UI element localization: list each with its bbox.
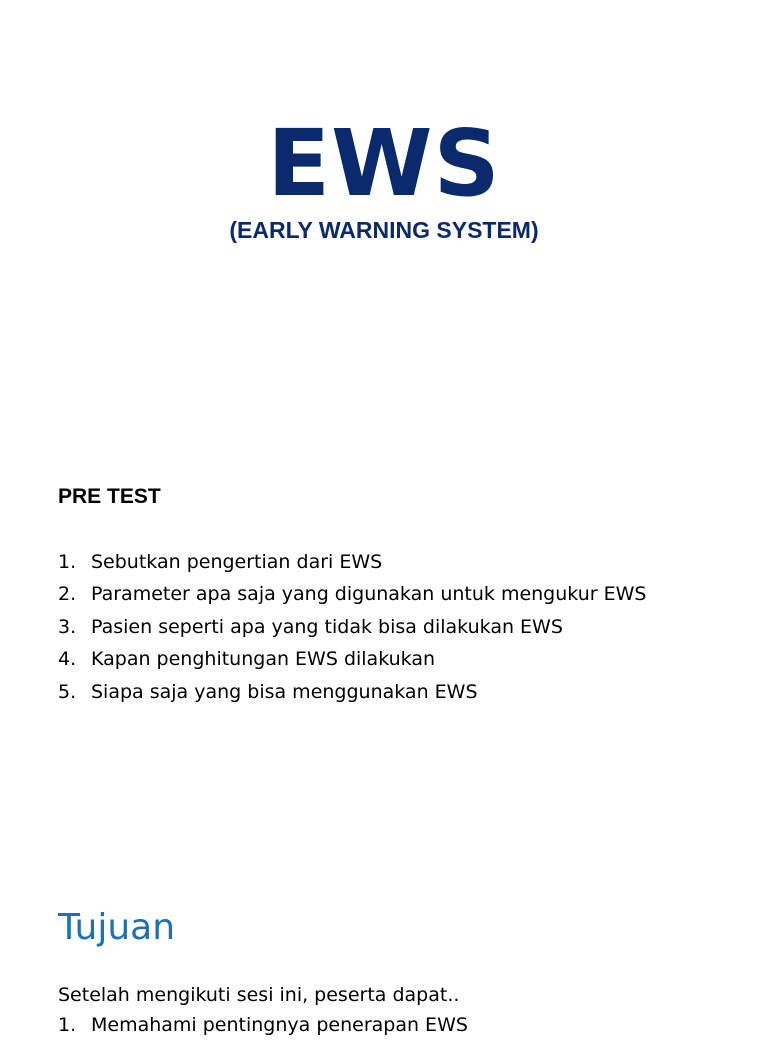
subtitle: (EARLY WARNING SYSTEM): [229, 217, 539, 243]
list-item: [58, 546, 646, 578]
list-item: [58, 1010, 468, 1040]
list-item-text: Sebutkan pengertian dari EWS: [91, 551, 383, 573]
pre-test-heading: PRE TEST: [58, 485, 161, 508]
list-item-number: 5.: [58, 680, 77, 703]
list-item-text: Memahami pentingnya penerapan EWS: [91, 1014, 468, 1036]
list-item-text: Pasien seperti apa yang tidak bisa dilakukan EWS: [91, 615, 563, 638]
list-item-text: Parameter apa saja yang digunakan untuk mengukur EWS: [91, 583, 647, 606]
title-slide: [0, 110, 768, 244]
tujuan-heading: Tujuan: [58, 907, 176, 948]
list-item-number: 1.: [58, 1014, 77, 1036]
list-item-text: Kapan penghitungan EWS dilakukan: [91, 648, 436, 671]
list-item-number: 1.: [58, 551, 77, 573]
list-item: [58, 611, 646, 643]
list-item-number: 3.: [58, 615, 77, 638]
main-title: EWS: [267, 110, 501, 217]
list-item-text: Siapa saja yang bisa menggunakan EWS: [91, 680, 478, 703]
list-item: [58, 643, 646, 675]
tujuan-list: [58, 1010, 468, 1040]
list-item: [58, 676, 646, 708]
list-item-number: 2.: [58, 583, 77, 606]
list-item: [58, 578, 646, 610]
list-item-number: 4.: [58, 648, 77, 671]
pre-test-question-list: [58, 546, 646, 708]
tujuan-intro: Setelah mengikuti sesi ini, peserta dapat..: [58, 984, 460, 1006]
